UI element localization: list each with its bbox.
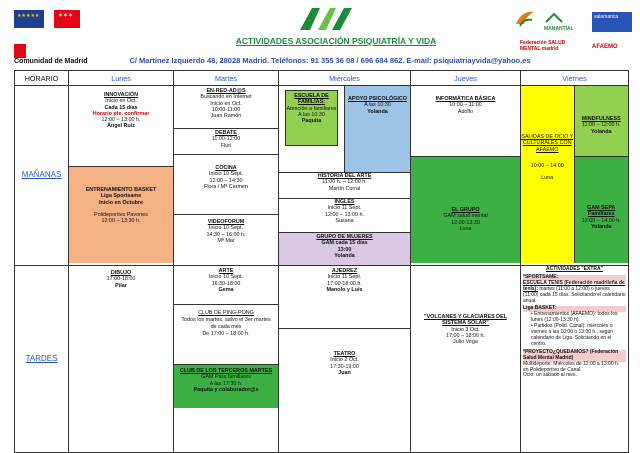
contact-address: C/ Martínez Izquierdo 48, 28028 Madrid. Teléfonos: 91 355 36 08 / 696 684 862. E-mail: psiquiatriayvida@yahoo.es: [129, 56, 531, 65]
gam-sepa-title: GAM SEPA Familiares: [587, 205, 616, 218]
basket-league: Liga Sportsame: [100, 193, 142, 200]
jueves-afternoon: [411, 266, 521, 453]
arte-teacher: Gema: [218, 286, 234, 293]
mujeres-frequency: GAM cada 15 días: [321, 240, 368, 247]
liga-item-1: • Entrenamientos (AFAEMO): todos los lunes (12:00-13:30 h).: [531, 311, 618, 324]
debate-title: DEBATE: [215, 130, 237, 136]
row-label-tardes: TARDES: [15, 266, 69, 453]
ajedrez-start: Inicio 11 Sept.: [327, 274, 362, 281]
videoforum-title: VIDEOFORUM: [207, 219, 245, 225]
ingles-title: INGLÉS: [334, 199, 355, 205]
mindfulness-title: MINDFULNESS: [581, 116, 621, 122]
innovacion-pending: Horario pte. confirmar: [92, 110, 150, 117]
dibujo-title: DIBUJO: [110, 270, 132, 276]
row-label-mananas: MAÑANAS: [15, 86, 69, 266]
martes-afternoon: [174, 266, 279, 453]
viernes-afternoon: [521, 266, 629, 453]
col-lunes: Lunes: [69, 71, 174, 86]
salidas-teacher: Luna: [541, 175, 554, 182]
miercoles-afternoon: [279, 266, 411, 453]
volcanes-time: 17:00 – 18:00 h.: [446, 332, 485, 339]
cocina-start: Inicio 10 Sept.: [208, 171, 244, 178]
informatica-block: [411, 86, 520, 156]
manantial-label: MANANTIAL: [544, 26, 574, 32]
sportsame-text: [523, 281, 626, 305]
federacion-label: Federación SALUD MENTAL madrid: [520, 40, 566, 52]
elgrupo-block: [411, 156, 520, 263]
col-jueves: Jueves: [411, 71, 521, 86]
enredados-start: Inicio en Oct.: [210, 100, 242, 107]
liga-item-1-text: Entrenamientos (AFAEMO): todos los lunes (12:00-13:30 h).: [531, 311, 618, 324]
basket-time: 12:00 – 13:30 h.: [101, 218, 141, 225]
salamanca-logo: [592, 12, 632, 32]
teatro-title: TEATRO: [333, 351, 356, 357]
page-title: ACTIVIDADES ASOCIACIÓN PSIQUIATRÍA Y VIDA: [235, 36, 437, 46]
elgrupo-time: 12:00-13:30: [451, 219, 480, 226]
viernes-right: [575, 86, 629, 263]
cocina-teacher: Flora / Mª Carmen: [204, 183, 248, 190]
row-mananas: [15, 86, 629, 266]
arte-title: ARTE: [218, 268, 234, 274]
jueves-morning: [411, 86, 521, 266]
ingles-block: [279, 198, 410, 232]
enredados-time: 10:00-11:00: [211, 106, 241, 113]
gam-sepa-teacher: Yolanda: [590, 223, 612, 230]
teatro-start: Inicio 2 Oct.: [330, 357, 359, 364]
informatica-teacher: Adolfo: [457, 108, 474, 115]
terceros-martes-subtitle: GAM Para familiares: [201, 374, 251, 381]
cocina-time: 12:00 – 14:30: [209, 177, 243, 184]
ingles-teacher: Susana: [335, 217, 354, 224]
sportsame-title: *SPORTSAME:: [523, 275, 626, 281]
psiquiatria-y-vida-logo-icon: [296, 4, 354, 34]
extra-title: ACTIVIDADES "EXTRA": [546, 266, 603, 272]
liga-title: Liga BASKET:: [523, 306, 626, 312]
ingles-time: 12:00 – 13:00 h.: [325, 211, 364, 218]
basket-start: Inicio en Octubre: [98, 199, 144, 206]
lunes-morning: [69, 86, 174, 266]
innovacion-frequency: Cada 15 días: [104, 104, 138, 111]
salidas-time: 10:00 – 14:00: [530, 162, 564, 169]
mindfulness-time: 11:00 – 12:00 h.: [581, 122, 621, 129]
arte-start: Inicio 10 Sept.: [208, 274, 244, 281]
innovacion-start: Inicio en Oct.: [105, 98, 137, 105]
mujeres-block: [279, 232, 410, 265]
elgrupo-teacher: Luna: [459, 225, 472, 232]
enredados-block: [174, 86, 278, 128]
basket-venue: Polideportivo Pavones: [94, 211, 148, 218]
schedule-table: [14, 70, 629, 453]
afaemo-logo: [592, 44, 632, 50]
viernes-morning-inner: [521, 86, 628, 263]
ingles-start: Inicio 11 Sept.: [327, 205, 362, 212]
pingpong-title: CLUB DE PING-PONG: [198, 310, 254, 316]
pingpong-schedule: Todos los martes, salvo el 3er martes de cada mes: [181, 317, 271, 330]
historia-title: HISTORIA DEL ARTE: [317, 173, 372, 179]
videoforum-teacher: Mª Mar: [217, 237, 235, 244]
arte-time: 16:30-18:00: [211, 280, 241, 287]
apoyo-title: APOYO PSICOLÓGICO: [347, 96, 407, 102]
tenis-label: ESCUELA TENIS (Federación madrileña de tenis):: [523, 279, 625, 292]
teatro-teacher: Juan: [338, 369, 351, 376]
terceros-martes-teacher: Paquita y colaborador@s: [193, 386, 259, 393]
elgrupo-title: EL GRUPO: [451, 207, 480, 213]
informatica-title: INFORMÁTICA BÁSICA: [435, 96, 496, 102]
ajedrez-title: AJEDREZ: [331, 268, 358, 274]
cocina-title: COCINA: [215, 165, 237, 171]
liga-item-2: • Partidos (Polid. Canal): miércoles o viernes a las 10:00 o 13:00 h., según calendario de Liga. Solicitando en el centro.: [531, 323, 614, 347]
miercoles-top-left: [279, 86, 345, 172]
innovacion-teacher: Ángel Ruiz: [107, 123, 135, 130]
historia-time: 11:00 h. – 12:00 h.: [322, 179, 367, 186]
terceros-martes-title: CLUB DE LOS TERCEROS MARTES: [179, 368, 273, 374]
quedamos-title: *PROYECTO¿QUEDAMOS? (Federación Salud Mental Madrid): [523, 350, 626, 362]
videoforum-time: 14:30 – 16:00 h.: [206, 231, 246, 238]
gam-sepa-time: 12:00 – 14:00 h.: [581, 217, 621, 224]
volcanes-teacher: Julio Vega: [453, 339, 478, 346]
col-horario: HORARIO: [15, 71, 69, 86]
sponsor-logos-left: [6, 4, 166, 64]
innovacion-time: 12:00 – 13:00 h.: [101, 117, 141, 124]
basket-title: ENTRENAMIENTO BASKET: [85, 187, 157, 193]
federacion-logo: [520, 40, 570, 52]
page-header: [0, 0, 640, 68]
escuela-block: [285, 90, 338, 146]
salidas-block: [521, 86, 575, 263]
innovacion-title: INNOVACIÓN: [103, 92, 139, 98]
volcanes-title: "VOLCANES Y GLACIARES DEL SISTEMA SOLAR": [424, 314, 507, 327]
row-tardes: [15, 266, 629, 453]
pingpong-time: De 17:00 – 18:00 h.: [202, 330, 250, 337]
debate-time: 11:00-12:00: [211, 136, 241, 143]
martes-morning: [174, 86, 279, 266]
afaemo-label: AFAEMO: [592, 44, 618, 50]
innovacion-block: [69, 86, 173, 166]
escuela-subtitle: Atención a familiares: [286, 105, 337, 112]
debate-teacher: Fluri: [220, 142, 232, 149]
teatro-block: [279, 328, 410, 452]
col-martes: Martes: [174, 71, 279, 86]
cocina-block: [174, 154, 278, 214]
basket-block: [69, 166, 173, 263]
apoyo-teacher: Yolanda: [367, 108, 388, 115]
terceros-martes-time: A las 17:30 h.: [209, 380, 243, 387]
quedamos-ocio: Ocio: un sábado al mes.: [523, 372, 577, 379]
mujeres-time: 13:00: [337, 246, 352, 253]
debate-block: [174, 128, 278, 154]
viernes-morning: [521, 86, 629, 266]
historia-block: [279, 172, 410, 198]
quedamos-multideporte: Multideporte: Miércoles de 12:00 a 13:00 h. en Polideportivo de Canal.: [523, 360, 620, 373]
salidas-title: SALIDAS DE OCIO Y CULTURALES CON AFAEMO: [521, 134, 574, 153]
colibri-logo-icon: [514, 8, 536, 28]
enredados-title: EN-RED-AD@S: [206, 88, 246, 94]
ajedrez-block: [279, 266, 410, 328]
apoyo-block: [345, 86, 410, 172]
escuela-teacher: Paquita: [301, 118, 322, 125]
miercoles-top: [279, 86, 410, 172]
enredados-teacher: Juan Ramón: [210, 113, 242, 120]
ajedrez-time: 17:00-18:00 h.: [327, 280, 362, 287]
liga-item-2-text: Partidos (Polid. Canal): miércoles o viernes a las 10:00 o 13:00 h., según calendario de Liga. Solicitando en el centro.: [531, 323, 614, 347]
dibujo-time: 17:00-18:00: [106, 276, 136, 283]
videoforum-start: Inicio 10 Sept.: [208, 225, 244, 232]
madrid-flag-icon: [54, 10, 80, 28]
mujeres-teacher: Yolanda: [334, 252, 355, 259]
pingpong-block: [174, 304, 278, 360]
mindfulness-block: [575, 86, 629, 156]
teatro-time: 17:30-19:00: [330, 363, 359, 370]
volcanes-block: [411, 266, 520, 345]
dibujo-teacher: Pilar: [115, 282, 127, 289]
apoyo-time: A las 10:30: [364, 102, 391, 109]
sponsor-logos-right: [500, 4, 636, 64]
eu-flag-icon: [14, 10, 44, 28]
col-viernes: Viernes: [521, 71, 629, 86]
ajedrez-teacher: Manolo y Luis: [326, 286, 363, 293]
manantial-logo: [544, 12, 584, 32]
gam-sepa-block: [575, 156, 629, 263]
historia-teacher: Martín Corral: [328, 185, 361, 192]
comunidad-seal-icon: [14, 44, 26, 58]
escuela-time: A las 10:30: [298, 111, 325, 118]
col-miercoles: Miércoles: [279, 71, 411, 86]
salamanca-label: salamanca: [594, 14, 619, 20]
escuela-title: ESCUELA DE FAMILIAS:: [294, 93, 329, 106]
enredados-subtitle: Buscando en Internet: [200, 94, 252, 101]
arte-block: [174, 266, 278, 304]
volcanes-start: Inicio 3 Oct.: [451, 326, 480, 333]
comunidad-madrid-caption: Comunidad de Madrid: [14, 58, 88, 65]
actividades-extra-block: [521, 266, 628, 380]
miercoles-morning: [279, 86, 411, 266]
terceros-martes-block: [174, 364, 278, 408]
mindfulness-teacher: Yolanda: [590, 128, 612, 135]
schedule-header-row: [15, 71, 629, 86]
lunes-afternoon: [69, 266, 174, 453]
tenis-schedule: martes (11:00 a 12:00) o jueves (11:00) cada 15 días. Solicitando el calendario anual.: [523, 285, 626, 304]
mujeres-title: GRUPO DE MUJERES: [316, 234, 373, 240]
dibujo-block: [69, 266, 173, 289]
videoforum-block: [174, 214, 278, 263]
elgrupo-subtitle: GAM salud mental: [443, 213, 488, 220]
informatica-time: 10:00 – 11:00: [449, 102, 482, 109]
